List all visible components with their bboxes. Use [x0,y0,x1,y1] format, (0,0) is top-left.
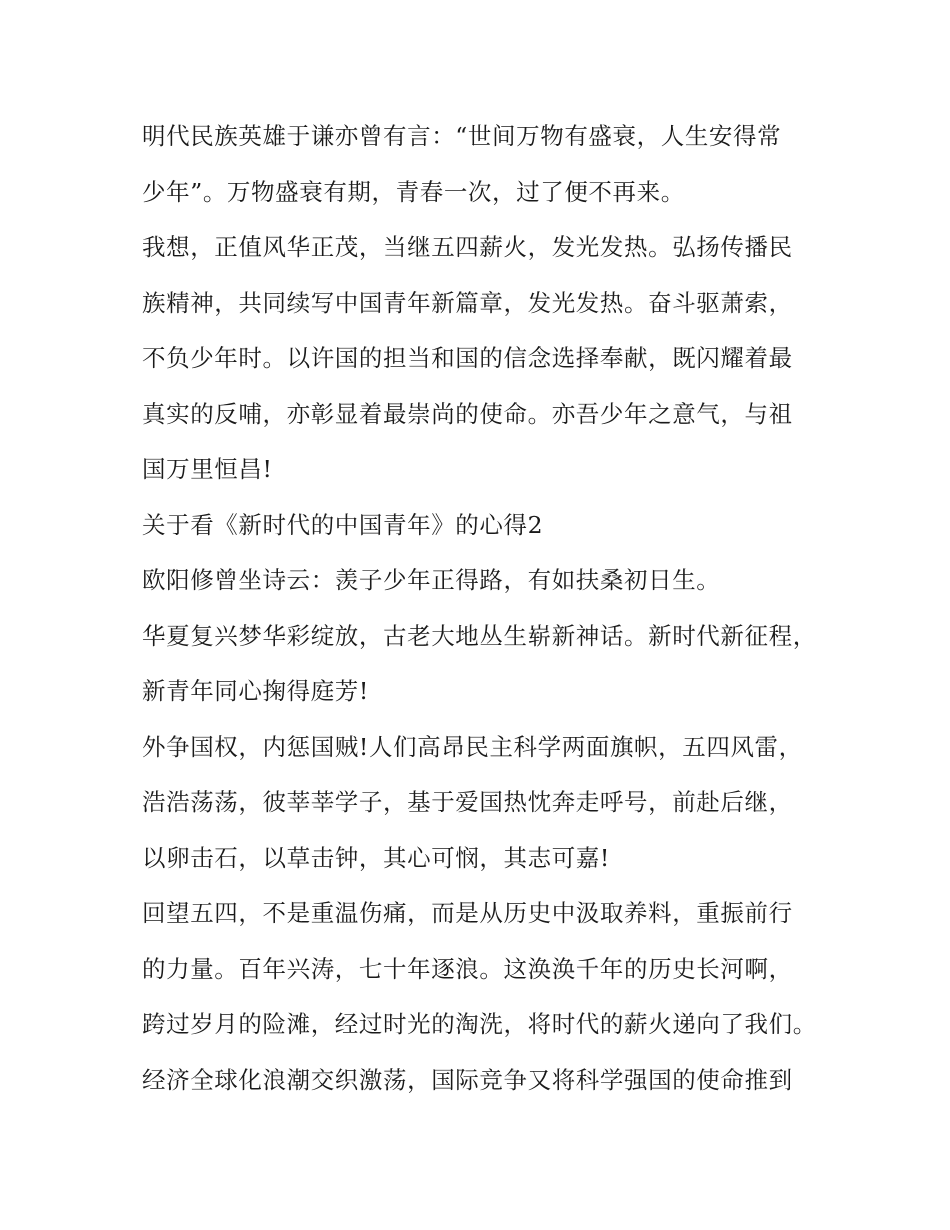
text-line: 我想，正值风华正茂，当继五四薪火，发光发热。弘扬传播民 [142,233,793,261]
document-body [142,109,842,1108]
text-line: 国万里恒昌! [142,455,273,483]
text-line: 跨过岁月的险滩，经过时光的淘洗，将时代的薪火递向了我们。 [142,1010,817,1038]
text-line: 真实的反哺，亦彰显着最崇尚的使命。亦吾少年之意气，与祖 [142,399,793,428]
text-line: 新青年同心掬得庭芳! [142,677,369,705]
text-line: 经济全球化浪潮交织激荡，国际竞争又将科学强国的使命推到 [142,1065,793,1094]
text-line: 少年”。万物盛衰有期，青春一次，过了便不再来。 [142,177,685,206]
text-line: 明代民族英雄于谦亦曾有言：“世间万物有盛衰，人生安得常 [142,122,782,150]
text-line: 不负少年时。以许国的担当和国的信念选择奉献，既闪耀着最 [142,344,793,372]
text-line: 的力量。百年兴涛，七十年逐浪。这涣涣千年的历史长河啊， [142,954,793,983]
section-heading: 关于看《新时代的中国青年》的心得2 [142,510,544,539]
text-line: 华夏复兴梦华彩绽放，古老大地丛生崭新神话。新时代新征程， [142,621,817,650]
text-line: 浩浩荡荡，彼莘莘学子，基于爱国热忱奔走呼号，前赴后继， [142,788,793,816]
text-line: 回望五四，不是重温伤痛，而是从历史中汲取养料，重振前行 [142,899,793,927]
text-line: 族精神，共同续写中国青年新篇章，发光发热。奋斗驱萧索， [142,288,793,317]
text-line: 外争国权，内惩国贼!人们高昂民主科学两面旗帜，五四风雷， [142,732,803,761]
text-line: 以卵击石，以草击钟，其心可悯，其志可嘉! [142,843,610,872]
text-line: 欧阳修曾坐诗云：羡子少年正得路，有如扶桑初日生。 [142,566,721,594]
